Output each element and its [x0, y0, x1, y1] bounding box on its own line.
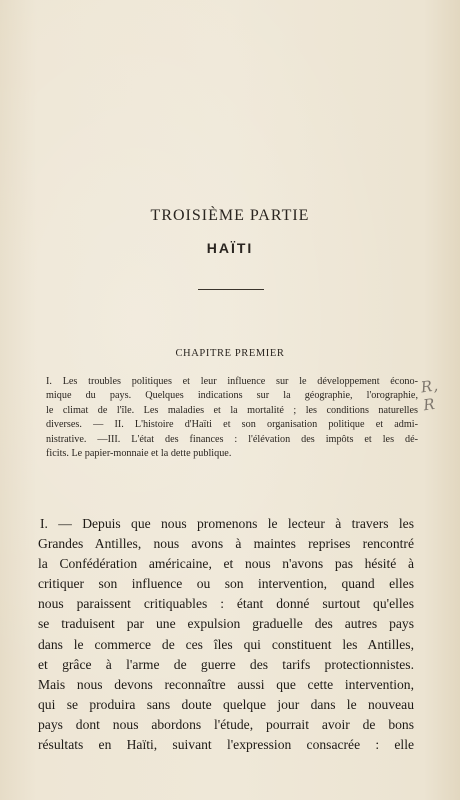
chapter-title: CHAPITRE PREMIER — [175, 348, 285, 359]
country-title: HAÏTI — [206, 240, 254, 256]
summary-line: I. Les troubles politiques et leur influence sur le développement écono- — [46, 376, 418, 387]
body-line: Grandes Antilles, nous avons à maintes reprises rencontré — [38, 536, 414, 552]
body-line: résultats en Haïti, suivant l'expression consacrée : elle — [38, 737, 414, 753]
body-line: pays dont nous abordons l'étude, pourrait avoir de bons — [38, 716, 414, 732]
summary-line: mique du pays. Quelques indications sur la géographie, l'orographie, — [46, 390, 418, 402]
summary-line: ficits. Le papier-monnaie et la dette publique. — [46, 448, 232, 460]
body-line: critiquer son influence ou son intervention, quand elles — [38, 576, 414, 592]
handwritten-margin-note: R, R — [419, 376, 441, 415]
chapter-summary — [46, 375, 418, 461]
summary-line: nistrative. —III. L'état des finances : l'élévation des impôts et les dé- — [46, 433, 418, 445]
body-line: dans le commerce de ces îles qui constituent les Antilles, — [38, 636, 414, 652]
body-line: la Confédération américaine, et nous n'avons pas hésité à — [38, 556, 414, 572]
body-line: se traduisent par une expulsion graduelle des autres pays — [38, 616, 414, 632]
body-line: Mais nous devons reconnaître aussi que cette intervention, — [38, 676, 414, 692]
body-line: nous paraissent critiquables : étant donné surtout qu'elles — [38, 596, 414, 612]
body-paragraph — [38, 514, 414, 755]
summary-line: le climat de l'île. Les maladies et la mortalité ; les conditions naturelles — [46, 404, 418, 416]
part-title: TROISIÈME PARTIE — [150, 207, 310, 224]
summary-line: diverses. — II. L'histoire d'Haïti et son organisation politique et admi- — [46, 419, 418, 431]
body-line: I. — Depuis que nous promenons le lecteur à travers les — [40, 516, 414, 531]
body-line: qui se produira sans doute quelque jour dans le nouveau — [38, 696, 414, 712]
title-divider — [198, 289, 264, 290]
body-line: et grâce à l'arme de guerre des tarifs protectionnistes. — [38, 656, 414, 672]
